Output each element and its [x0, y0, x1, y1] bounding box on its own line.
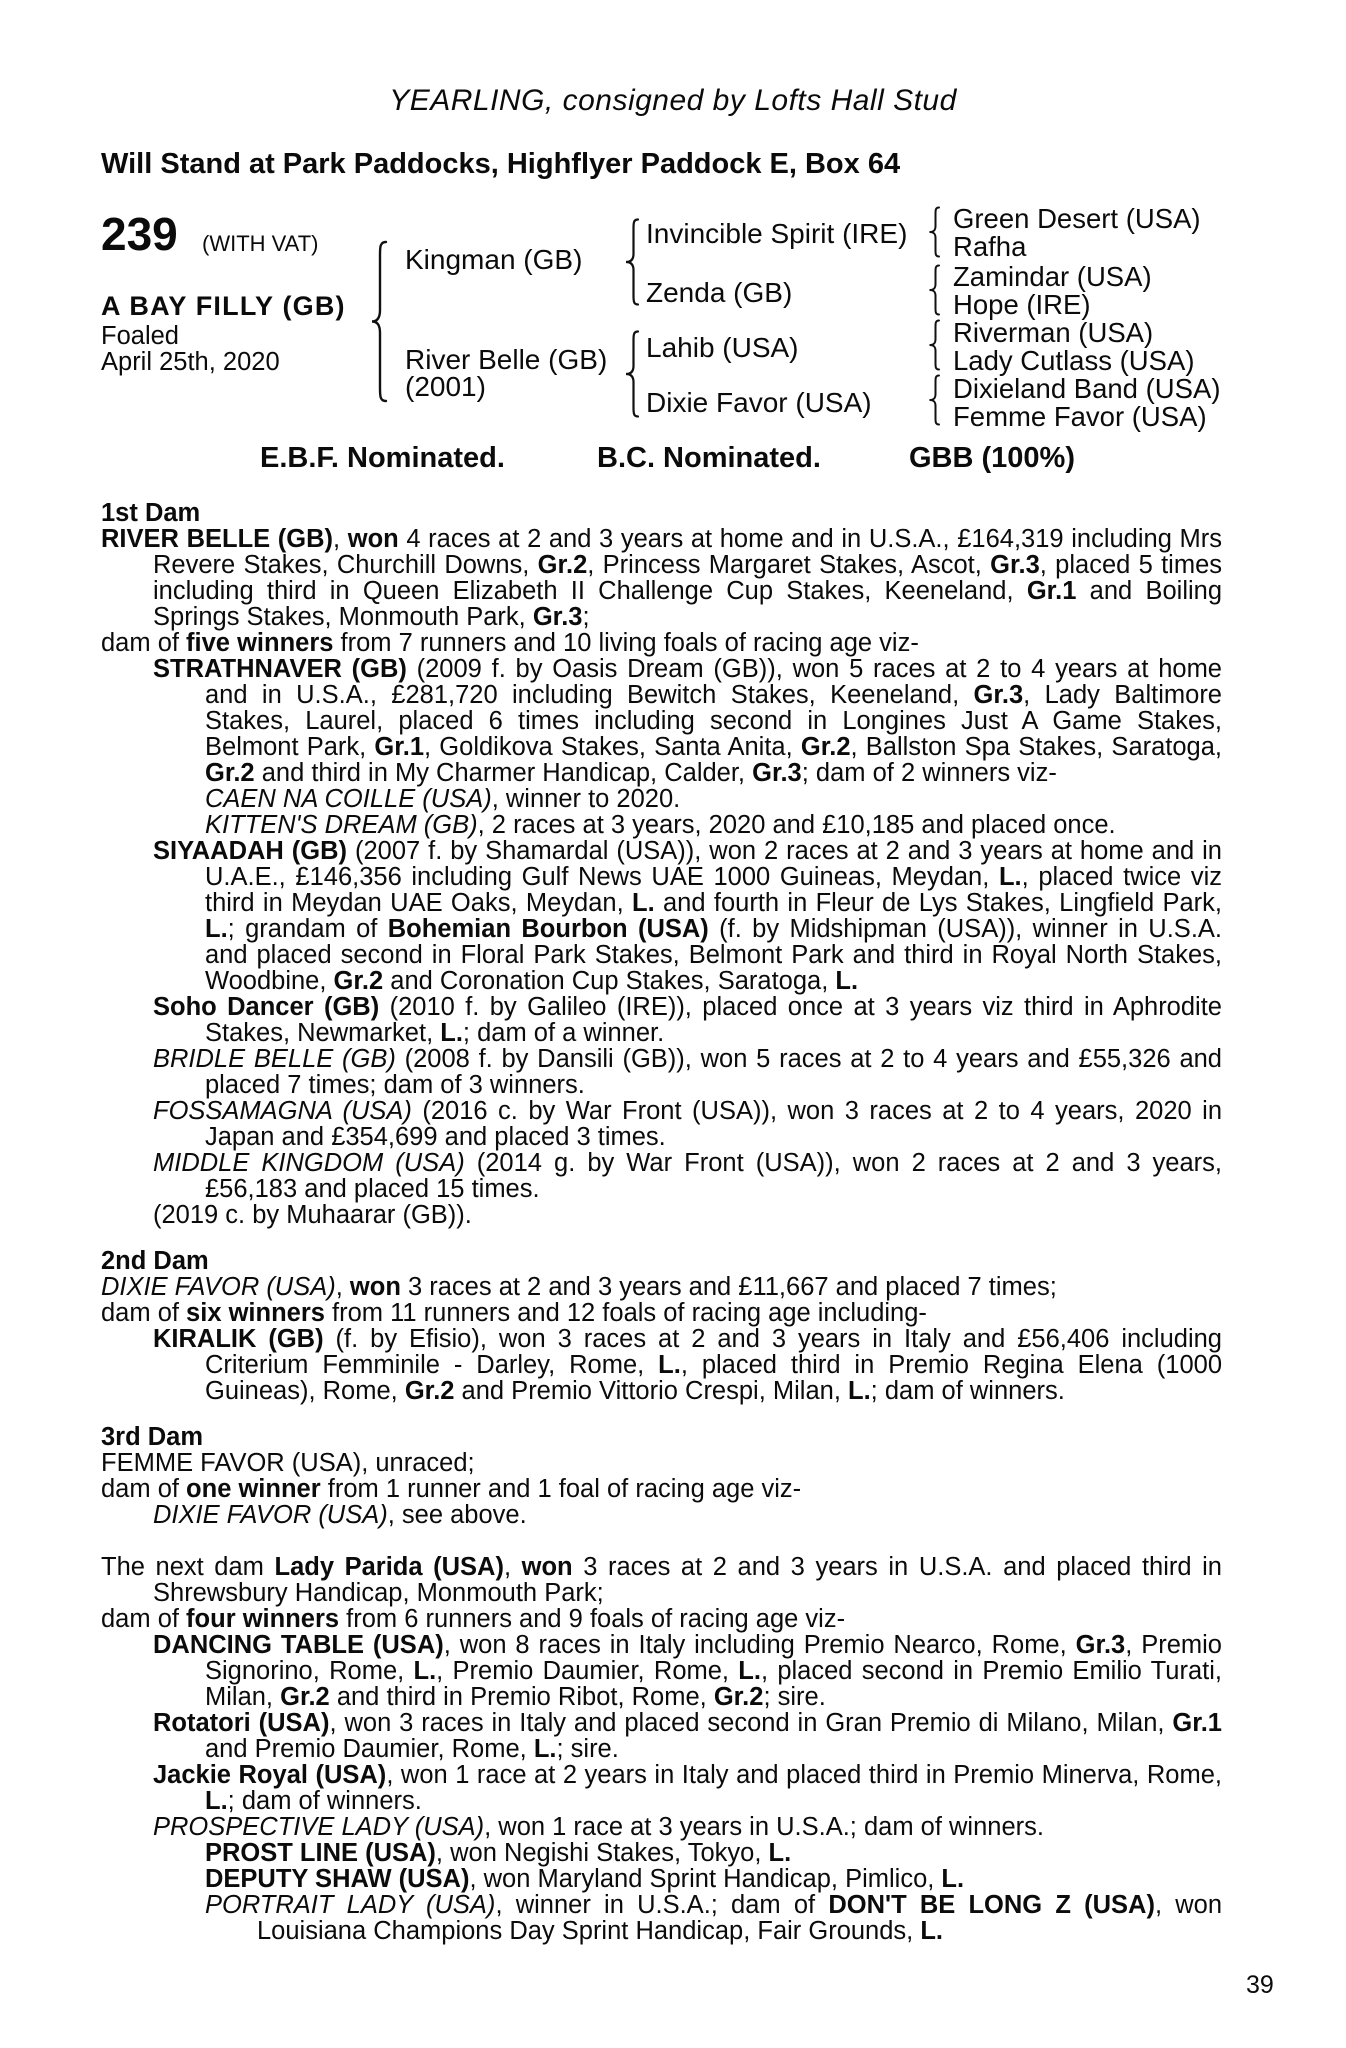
pedigree-dam-dam: Dixie Favor (USA): [646, 387, 872, 418]
text-segment: dam of: [101, 1605, 187, 1633]
text-segment: L.: [658, 1351, 681, 1379]
pedigree-dam: [405, 346, 607, 400]
pedigree-brace-gen1: [370, 240, 390, 403]
text-segment: ; dam of 2 winners viz-: [801, 759, 1057, 787]
text-segment: from 1 runner and 1 foal of racing age viz-: [320, 1475, 802, 1503]
text-segment: (2019 c. by Muhaarar (GB)).: [153, 1201, 472, 1229]
text-segment: The next dam: [101, 1553, 275, 1581]
text-segment: ,: [503, 1553, 522, 1581]
text-segment: FEMME FAVOR (USA), unraced;: [101, 1449, 475, 1477]
text-segment: L.: [941, 1865, 965, 1893]
text-segment: L.: [440, 1019, 463, 1047]
text-segment: , Goldikova Stakes, Santa Anita,: [424, 733, 801, 761]
text-segment: , placed 5 times including third in Queen Elizabeth II Challenge Cup Stakes, Keeneland,: [153, 551, 1222, 605]
text-segment: , won 3 races in Italy and placed second in Gran Premio di Milano, Milan,: [329, 1709, 1173, 1737]
pedigree-brace-gen3-2: [927, 264, 943, 316]
text-segment: (2016 c. by War Front (USA)), won 3 races at 2 to 4 years, 2020 in Japan and £354,699 and placed 3 times.: [205, 1097, 1222, 1151]
text-segment: (f. by Efisio), won 3 races at 2 and 3 years in Italy and £56,406 including Criterium Femminile - Darley, Rome,: [205, 1325, 1222, 1379]
text-segment: (2010 f. by Galileo (IRE)), placed once at 3 years viz third in Aphrodite Stakes, Newmarket,: [205, 993, 1222, 1047]
pedigree-paragraph: [101, 630, 1222, 656]
text-segment: 3 races at 2 and 3 years and £11,667 and placed 7 times;: [400, 1273, 1057, 1301]
text-segment: L.: [205, 1787, 228, 1815]
text-segment: Bohemian Bourbon (USA): [387, 915, 709, 943]
text-segment: and Boiling Springs Stakes, Monmouth Park,: [153, 577, 1223, 631]
text-segment: , Premio Signorino, Rome,: [205, 1631, 1222, 1685]
dam-section-heading: 2nd Dam: [101, 1247, 209, 1275]
text-segment: DIXIE FAVOR (USA): [101, 1273, 336, 1301]
text-segment: , placed third in Premio Regina Elena (1000 Guineas), Rome,: [205, 1351, 1223, 1405]
pedigree-paragraph: [101, 1274, 1222, 1300]
pedigree-dam-sire: Lahib (USA): [646, 332, 799, 363]
text-segment: , see above.: [387, 1501, 527, 1529]
text-segment: (2008 f. by Dansili (GB)), won 5 races at 2 to 4 years and £55,326 and placed 7 times; dam of 3 winners.: [205, 1045, 1222, 1099]
pedigree-sire: Kingman (GB): [405, 244, 583, 275]
vat-note: (WITH VAT): [202, 231, 319, 256]
text-segment: , Princess Margaret Stakes, Ascot,: [587, 551, 991, 579]
text-segment: Gr.2: [537, 551, 588, 579]
text-segment: won: [521, 1553, 573, 1581]
text-segment: Soho Dancer (GB): [153, 993, 380, 1021]
text-segment: Gr.3: [973, 681, 1024, 709]
text-segment: Gr.2: [404, 1377, 455, 1405]
pedigree-paragraph: [101, 838, 1222, 994]
pedigree-paragraph: [101, 526, 1222, 630]
pedigree-gen3-name: Lady Cutlass (USA): [953, 345, 1195, 376]
text-segment: , winner to 2020.: [491, 785, 681, 813]
pedigree-paragraph: [101, 1300, 1222, 1326]
pedigree-brace-gen3-3: [927, 319, 943, 371]
pedigree-text-body: [101, 500, 1222, 1944]
text-segment: L.: [738, 1657, 761, 1685]
text-segment: FOSSAMAGNA (USA): [153, 1097, 412, 1125]
pedigree-paragraph: [101, 1866, 1222, 1892]
page-title: YEARLING, consigned by Lofts Hall Stud: [389, 84, 957, 117]
text-segment: dam of: [101, 1299, 187, 1327]
text-segment: PORTRAIT LADY (USA): [205, 1891, 496, 1919]
text-segment: KITTEN'S DREAM (GB): [205, 811, 478, 839]
dam-section-heading: 3rd Dam: [101, 1423, 204, 1451]
text-segment: Gr.3: [990, 551, 1040, 579]
text-segment: and third in My Charmer Handicap, Calder,: [254, 759, 753, 787]
pedigree-sire-sire: Invincible Spirit (IRE): [646, 218, 908, 249]
text-segment: dam of: [101, 1475, 187, 1503]
pedigree-dam-name: River Belle (GB): [405, 344, 608, 375]
pedigree-paragraph: [101, 786, 1222, 812]
text-segment: and fourth in Fleur de Lys Stakes, Lingfield Park,: [654, 889, 1222, 917]
text-segment: MIDDLE KINGDOM (USA): [153, 1149, 465, 1177]
text-segment: , won 8 races in Italy including Premio Nearco, Rome,: [443, 1631, 1076, 1659]
text-segment: Rotatori (USA): [153, 1709, 330, 1737]
text-segment: ; dam of winners.: [870, 1377, 1065, 1405]
pedigree-gen3-name: Green Desert (USA): [953, 203, 1201, 234]
pedigree-paragraph: [101, 1554, 1222, 1606]
pedigree-gen3-name: Zamindar (USA): [953, 261, 1152, 292]
text-segment: , won Louisiana Champions Day Sprint Handicap, Fair Grounds,: [257, 1891, 1223, 1945]
text-segment: DANCING TABLE (USA): [153, 1631, 444, 1659]
pedigree-paragraph: [101, 1046, 1222, 1098]
text-segment: Gr.1: [374, 733, 425, 761]
dam-section-heading: 1st Dam: [101, 499, 201, 527]
pedigree-paragraph: [101, 1476, 1222, 1502]
pedigree-paragraph: [101, 994, 1222, 1046]
text-segment: Jackie Royal (USA): [153, 1761, 387, 1789]
text-segment: Gr.2: [205, 759, 255, 787]
text-segment: ; dam of winners.: [227, 1787, 422, 1815]
text-segment: L.: [920, 1917, 944, 1945]
text-segment: Gr.2: [280, 1683, 330, 1711]
text-segment: RIVER BELLE (GB): [101, 525, 334, 553]
pedigree-brace-sire: [624, 218, 642, 306]
text-segment: ; sire.: [763, 1683, 826, 1711]
text-segment: DIXIE FAVOR (USA): [153, 1501, 388, 1529]
pedigree-paragraph: [101, 1892, 1222, 1944]
horse-name: A BAY FILLY (GB): [101, 291, 346, 321]
text-segment: (2014 g. by War Front (USA)), won 2 races at 2 and 3 years, £56,183 and placed 15 times.: [205, 1149, 1222, 1203]
text-segment: , won Negishi Stakes, Tokyo,: [435, 1839, 769, 1867]
text-segment: L.: [998, 863, 1022, 891]
text-segment: L.: [533, 1735, 557, 1763]
text-segment: and third in Premio Ribot, Rome,: [329, 1683, 714, 1711]
text-segment: (2007 f. by Shamardal (USA)), won 2 races at 2 and 3 years at home and in U.A.E., £146,356 including Gulf News UAE 1000 Guineas, Meydan,: [205, 837, 1222, 891]
gbb-nomination: GBB (100%): [909, 442, 1075, 474]
text-segment: 3 races at 2 and 3 years in U.S.A. and placed third in Shrewsbury Handicap, Monmouth Park;: [153, 1553, 1222, 1607]
pedigree-gen3-name: Rafha: [953, 231, 1027, 262]
text-segment: six winners: [186, 1299, 325, 1327]
text-segment: , 2 races at 3 years, 2020 and £10,185 and placed once.: [477, 811, 1116, 839]
text-segment: L.: [205, 915, 228, 943]
pedigree-gen3-name: Femme Favor (USA): [953, 401, 1207, 432]
text-segment: , placed twice viz third in Meydan UAE Oaks, Meydan,: [205, 863, 1222, 917]
text-segment: L.: [632, 889, 655, 917]
text-segment: , won Maryland Sprint Handicap, Pimlico,: [469, 1865, 942, 1893]
stand-location-note: Will Stand at Park Paddocks, Highflyer Paddock E, Box 64: [101, 148, 901, 180]
text-segment: , winner in U.S.A.; dam of: [495, 1891, 829, 1919]
foaled-date: April 25th, 2020: [101, 348, 280, 376]
text-segment: , won 1 race at 2 years in Italy and placed third in Premio Minerva, Rome,: [386, 1761, 1222, 1789]
pedigree-sire-dam: Zenda (GB): [646, 277, 793, 308]
text-segment: ; sire.: [556, 1735, 619, 1763]
text-segment: and Coronation Cup Stakes, Saratoga,: [383, 967, 836, 995]
text-segment: Gr.2: [713, 1683, 764, 1711]
ebf-nomination: E.B.F. Nominated.: [260, 442, 505, 474]
pedigree-paragraph: [101, 656, 1222, 786]
text-segment: DEPUTY SHAW (USA): [205, 1865, 470, 1893]
text-segment: L.: [848, 1377, 871, 1405]
text-segment: dam of: [101, 629, 187, 657]
pedigree-brace-dam: [624, 330, 642, 418]
text-segment: , Ballston Spa Stakes, Saratoga,: [850, 733, 1223, 761]
text-segment: Gr.3: [532, 603, 583, 631]
text-segment: ;: [582, 603, 590, 631]
text-segment: ,: [333, 525, 348, 553]
text-segment: and Premio Vittorio Crespi, Milan,: [454, 1377, 848, 1405]
text-segment: CAEN NA COILLE (USA): [205, 785, 492, 813]
text-segment: , placed second in Premio Emilio Turati, Milan,: [205, 1657, 1223, 1711]
text-segment: Gr.2: [333, 967, 384, 995]
text-segment: SIYAADAH (GB): [153, 837, 348, 865]
text-segment: BRIDLE BELLE (GB): [153, 1045, 396, 1073]
text-segment: Gr.1: [1172, 1709, 1222, 1737]
text-segment: ; dam of a winner.: [462, 1019, 665, 1047]
pedigree-paragraph: [101, 1632, 1222, 1710]
text-segment: , Premio Daumier, Rome,: [436, 1657, 739, 1685]
text-segment: L.: [413, 1657, 437, 1685]
text-segment: won: [347, 525, 399, 553]
text-segment: one winner: [186, 1475, 321, 1503]
text-segment: ; grandam of: [227, 915, 388, 943]
lot-number: 239: [101, 208, 178, 260]
text-segment: , Lady Baltimore Stakes, Laurel, placed 6 times including second in Longines Just A Game Stakes, Belmont Park,: [205, 681, 1222, 761]
pedigree-gen3-name: Hope (IRE): [953, 289, 1091, 320]
pedigree-paragraph: [101, 812, 1222, 838]
text-segment: STRATHNAVER (GB): [153, 655, 407, 683]
foaled-label: Foaled: [101, 322, 179, 350]
text-segment: Lady Parida (USA): [274, 1553, 504, 1581]
text-segment: DON'T BE LONG Z (USA): [828, 1891, 1155, 1919]
page-number: 39: [1246, 1971, 1274, 1999]
text-segment: , won 1 race at 3 years in U.S.A.; dam of winners.: [484, 1813, 1044, 1841]
text-segment: PROSPECTIVE LADY (USA): [153, 1813, 485, 1841]
text-segment: KIRALIK (GB): [153, 1325, 324, 1353]
pedigree-paragraph: [101, 1840, 1222, 1866]
text-segment: (f. by Midshipman (USA)), winner in U.S.A. and placed second in Floral Park Stakes, Belmont Park and third in Royal North Stakes, Woodbine,: [205, 915, 1222, 995]
pedigree-gen3-name: Dixieland Band (USA): [953, 373, 1221, 404]
text-segment: four winners: [186, 1605, 340, 1633]
pedigree-paragraph: [101, 1502, 1222, 1528]
text-segment: from 7 runners and 10 living foals of racing age viz-: [333, 629, 919, 657]
text-segment: Gr.2: [800, 733, 851, 761]
text-segment: and Premio Daumier, Rome,: [205, 1735, 534, 1763]
pedigree-paragraph: [101, 1710, 1222, 1762]
pedigree-dam-year: (2001): [405, 371, 486, 402]
pedigree-paragraph: [101, 1762, 1222, 1814]
bc-nomination: B.C. Nominated.: [597, 442, 821, 474]
text-segment: five winners: [186, 629, 334, 657]
pedigree-brace-gen3-1: [927, 206, 943, 258]
text-segment: 4 races at 2 and 3 years at home and in U.S.A., £164,319 including Mrs Revere Stakes, Churchill Downs,: [153, 525, 1222, 579]
text-segment: Gr.3: [1075, 1631, 1126, 1659]
pedigree-paragraph: [101, 1326, 1222, 1404]
text-segment: L.: [835, 967, 859, 995]
text-segment: from 11 runners and 12 foals of racing age including-: [324, 1299, 927, 1327]
pedigree-paragraph: [101, 1450, 1222, 1476]
text-segment: Gr.3: [752, 759, 802, 787]
pedigree-brace-gen3-4: [927, 374, 943, 426]
text-segment: from 6 runners and 9 foals of racing age viz-: [339, 1605, 846, 1633]
pedigree-paragraph: [101, 1202, 1222, 1228]
pedigree-paragraph: [101, 1098, 1222, 1150]
pedigree-paragraph: [101, 1150, 1222, 1202]
text-segment: PROST LINE (USA): [205, 1839, 436, 1867]
pedigree-paragraph: [101, 1814, 1222, 1840]
text-segment: L.: [768, 1839, 792, 1867]
pedigree-gen3-name: Riverman (USA): [953, 317, 1154, 348]
text-segment: (2009 f. by Oasis Dream (GB)), won 5 races at 2 to 4 years at home and in U.S.A., £281,720 including Bewitch Stakes, Keeneland,: [205, 655, 1222, 709]
text-segment: won: [349, 1273, 401, 1301]
text-segment: ,: [335, 1273, 350, 1301]
text-segment: Gr.1: [1026, 577, 1077, 605]
pedigree-paragraph: [101, 1606, 1222, 1632]
